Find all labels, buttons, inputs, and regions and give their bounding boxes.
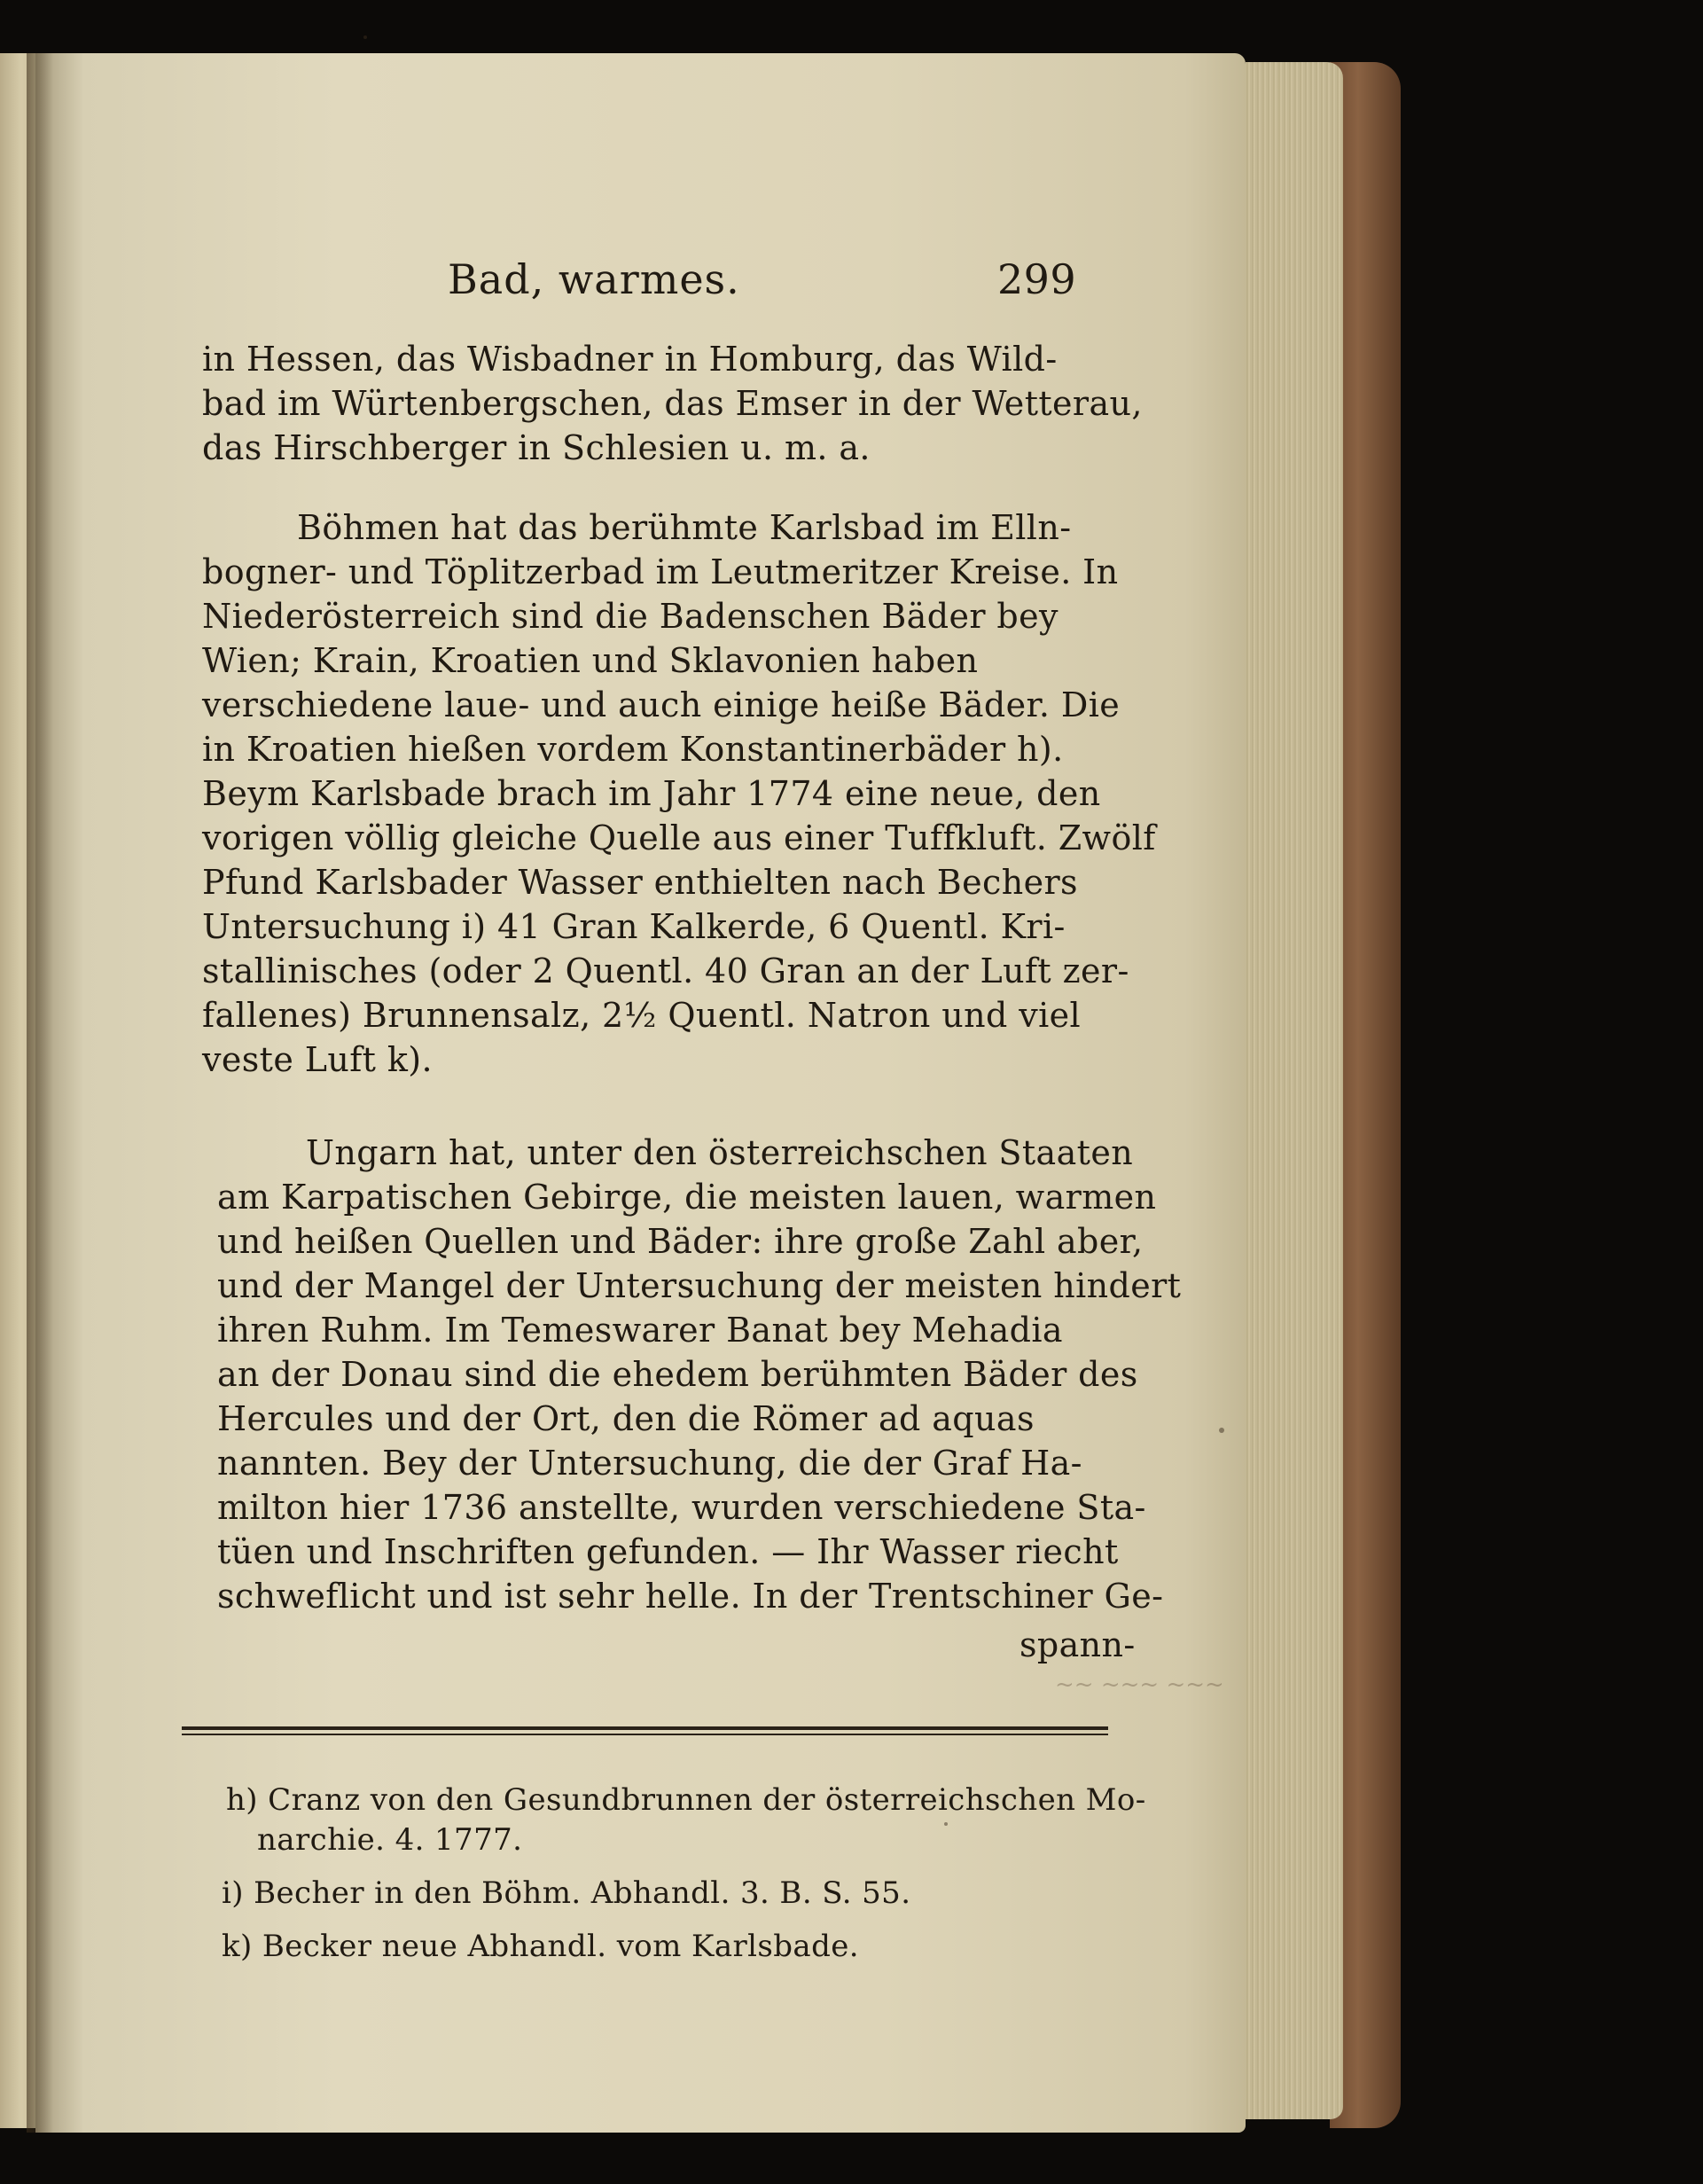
text-line: Untersuchung i) 41 Gran Kalkerde, 6 Quentl. Kri- <box>202 907 1066 946</box>
text-line: Pfund Karlsbader Wasser enthielten nach Bechers <box>202 863 1078 902</box>
text-line: bad im Würtenbergschen, das Emser in der Wetterau, <box>202 384 1143 423</box>
text-line: Ungarn hat, unter den österreichschen Staaten <box>306 1133 1134 1172</box>
text-line: an der Donau sind die ehedem berühmten Bäder des <box>217 1355 1138 1394</box>
footnote-line: k) Becker neue Abhandl. vom Karlsbade. <box>222 1929 859 1964</box>
text-line: veste Luft k). <box>202 1040 433 1079</box>
text-line: und der Mangel der Untersuchung der meisten hindert <box>217 1266 1182 1305</box>
text-line: das Hirschberger in Schlesien u. m. a. <box>202 428 871 467</box>
footnote-rule <box>182 1726 1108 1730</box>
text-line: fallenes) Brunnensalz, 2½ Quentl. Natron und viel <box>202 996 1082 1035</box>
text-line: nannten. Bey der Untersuchung, die der Graf Ha- <box>217 1444 1082 1483</box>
text-line: in Kroatien hießen vordem Konstantinerbäder h). <box>202 730 1064 769</box>
text-line: milton hier 1736 anstellte, wurden verschiedene Sta- <box>217 1488 1146 1527</box>
text-line: vorigen völlig gleiche Quelle aus einer Tuffkluft. Zwölf <box>202 818 1156 857</box>
text-line: Böhmen hat das berühmte Karlsbad im Elln- <box>297 508 1072 547</box>
catchword: spann- <box>1019 1625 1136 1664</box>
text-line: ihren Ruhm. Im Temeswarer Banat bey Mehadia <box>217 1311 1063 1350</box>
footnote-line: i) Becher in den Böhm. Abhandl. 3. B. S. 55. <box>222 1875 911 1911</box>
footnote-line: h) Cranz von den Gesundbrunnen der österreichschen Mo- <box>226 1782 1146 1818</box>
text-line: schweflicht und ist sehr helle. In der Trentschiner Ge- <box>217 1577 1164 1616</box>
text-line: tüen und Inschriften gefunden. — Ihr Wasser riecht <box>217 1532 1119 1571</box>
ink-offset-smudge: ~~ ~~~ ~~~ <box>1055 1671 1224 1698</box>
text-line: bogner- und Töplitzerbad im Leutmeritzer Kreise. In <box>202 552 1119 591</box>
text-line: verschiedene laue- und auch einige heiße Bäder. Die <box>202 685 1121 724</box>
footnote-rule-thin <box>182 1734 1108 1735</box>
paper-speck <box>363 35 367 39</box>
paper-speck <box>944 1822 948 1826</box>
text-line: Wien; Krain, Kroatien und Sklavonien haben <box>202 641 979 680</box>
text-line: in Hessen, das Wisbadner in Homburg, das Wild- <box>202 340 1058 379</box>
text-line: Beym Karlsbade brach im Jahr 1774 eine neue, den <box>202 774 1101 813</box>
text-line: am Karpatischen Gebirge, die meisten lauen, warmen <box>217 1178 1157 1217</box>
paper-speck <box>1219 1428 1224 1433</box>
footnote-line: narchie. 4. 1777. <box>257 1822 523 1858</box>
text-line: und heißen Quellen und Bäder: ihre große Zahl aber, <box>217 1222 1144 1261</box>
text-line: stallinisches (oder 2 Quentl. 40 Gran an der Luft zer- <box>202 951 1129 990</box>
text-line: Hercules und der Ort, den die Römer ad aquas <box>217 1399 1035 1438</box>
page-number: 299 <box>997 255 1076 303</box>
running-title: Bad, warmes. <box>448 255 740 303</box>
text-line: Niederösterreich sind die Badenschen Bäder bey <box>202 597 1059 636</box>
